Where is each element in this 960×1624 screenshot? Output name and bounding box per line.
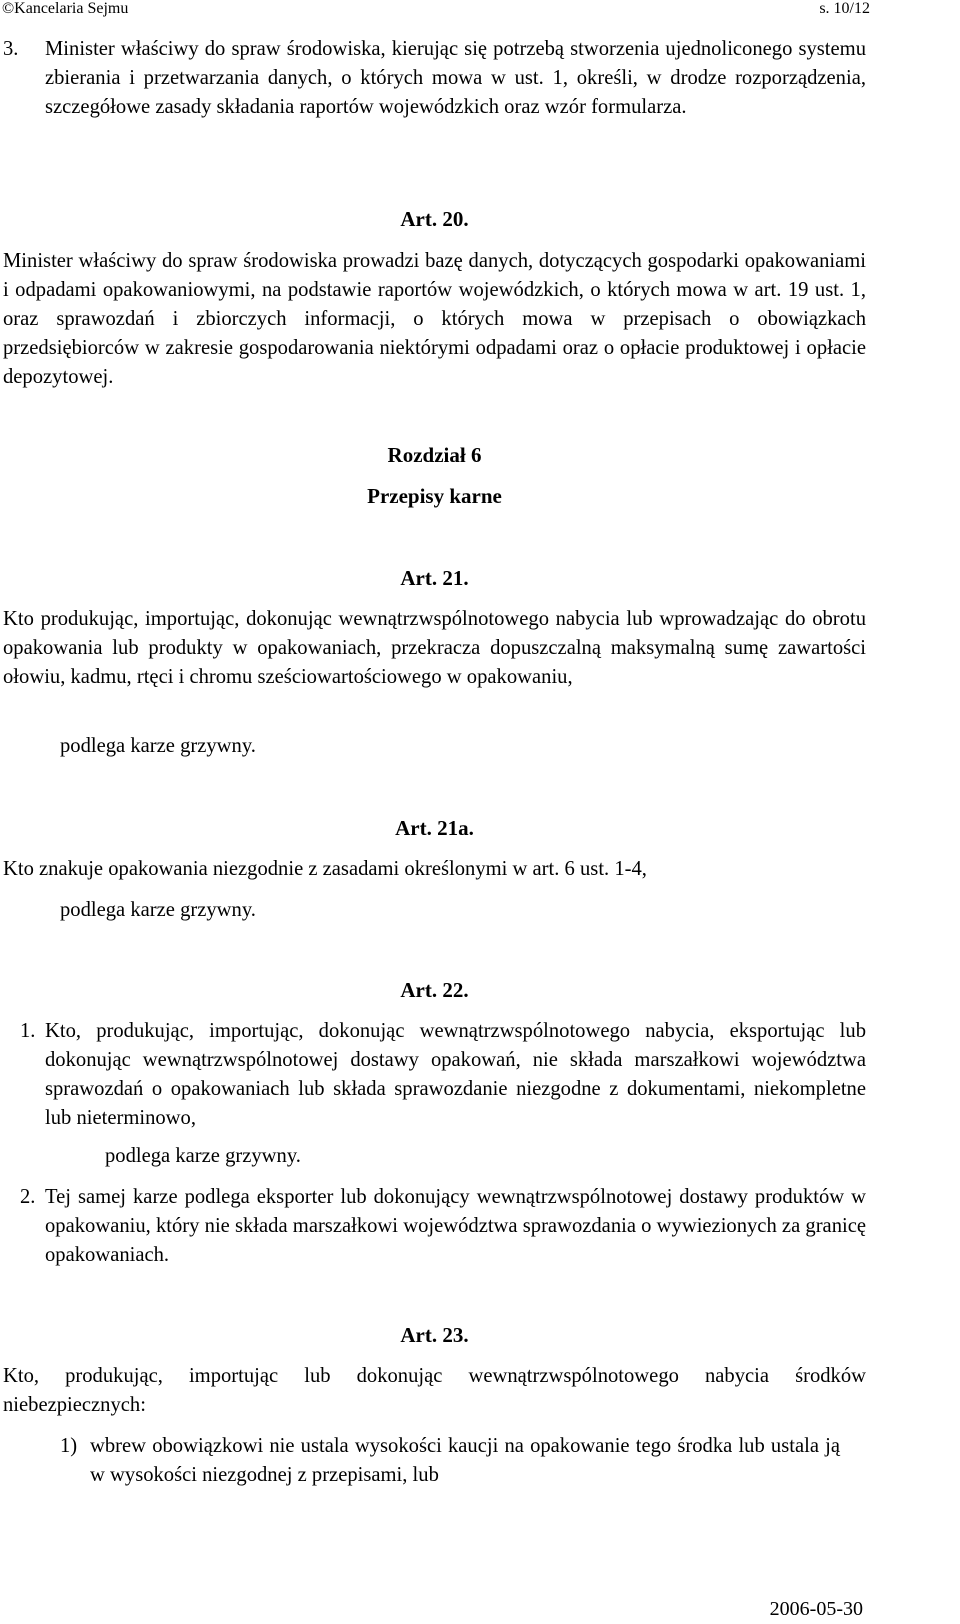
art21a-text: Kto znakuje opakowania niezgodnie z zasadami określonymi w art. 6 ust. 1-4,: [3, 858, 647, 880]
header-copyright: ©Kancelaria Sejmu: [2, 0, 129, 17]
art22-para1-penalty: podlega karze grzywny.: [105, 1145, 301, 1167]
art21-text: Kto produkując, importując, dokonując wewnątrzwspólnotowego nabycia lub wprowadzając do obrotu opakowania lub produkty w opakowaniach, przekracza dopuszczalną maksymalną sumę zawartości ołowiu, kadmu, rtęci i chromu sześciowartościowego w opakowaniu,: [3, 608, 866, 688]
art23-item1-text: wbrew obowiązkowi nie ustala wysokości kaucji na opakowanie tego środka lub ustala ją w wysokości niezgodnej z przepisami, lub: [90, 1435, 840, 1486]
art21-heading: Art. 21.: [400, 566, 469, 590]
header-page-number: s. 10/12: [819, 0, 870, 17]
art19-para3-number: 3.: [3, 38, 19, 60]
art22-para2-number: 2.: [20, 1186, 36, 1208]
art23-item1-number: 1): [60, 1435, 78, 1457]
chapter-number: Rozdział 6: [387, 443, 482, 467]
art22-heading: Art. 22.: [400, 978, 469, 1002]
art19-para3-text: Minister właściwy do spraw środowiska, kierując się potrzebą stworzenia ujednoliconego systemu zbierania i przetwarzania danych, o których mowa w ust. 1, określi, w drodze rozporządzenia, szczegółowe zasady składania raportów wojewódzkich oraz wzór formularza.: [45, 38, 866, 118]
art20-heading: Art. 20.: [400, 207, 469, 231]
art21-penalty: podlega karze grzywny.: [60, 735, 256, 757]
art21a-heading: Art. 21a.: [395, 816, 474, 840]
art20-text: Minister właściwy do spraw środowiska prowadzi bazę danych, dotyczących gospodarki opakowaniami i odpadami opakowaniowymi, na podstawie raportów wojewódzkich, o których mowa w art. 19 ust. 1, oraz sprawozdań i zbiorczych informacji, o których mowa w przepisach o obowiązkach przedsiębiorców w zakresie gospodarowania niektórymi odpadami oraz o opłacie produktowej i opłacie depozytowej.: [3, 250, 866, 388]
art23-heading: Art. 23.: [400, 1323, 469, 1347]
art22-para1-number: 1.: [20, 1020, 36, 1042]
art22-para1-text: Kto, produkując, importując, dokonując wewnątrzwspólnotowego nabycia, eksportując lub dokonując wewnątrzwspólnotowej dostawy opakowań, nie składa marszałkowi województwa sprawozdań o opakowaniach lub składa sprawozdanie niezgodne z dokumentami, niekompletne lub nieterminowo,: [45, 1020, 866, 1129]
art22-para2-text: Tej samej karze podlega eksporter lub dokonujący wewnątrzwspólnotowej dostawy produktów w opakowaniu, który nie składa marszałkowi województwa sprawozdania o wywiezionych za granicę opakowaniach.: [45, 1186, 866, 1266]
chapter-title: Przepisy karne: [367, 484, 502, 508]
art23-text: Kto, produkując, importując lub dokonując wewnątrzwspólnotowego nabycia środków niebezpiecznych:: [3, 1365, 866, 1416]
footer-date: 2006-05-30: [769, 1598, 863, 1620]
art21a-penalty: podlega karze grzywny.: [60, 899, 256, 921]
